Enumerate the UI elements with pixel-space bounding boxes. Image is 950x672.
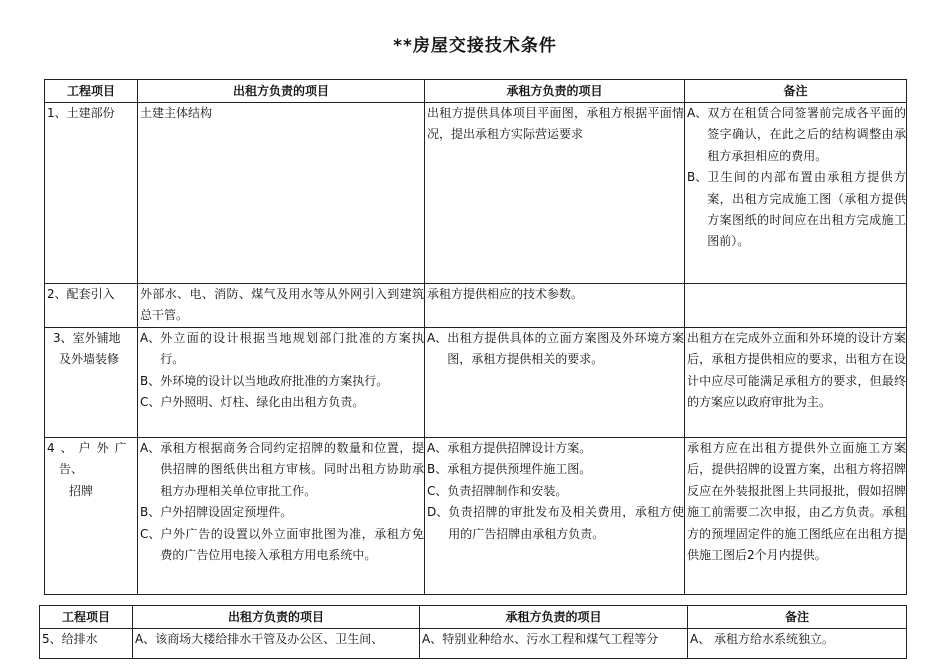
- list-item: [140, 328, 424, 371]
- cell-item: [45, 103, 138, 284]
- list-item: [427, 481, 684, 502]
- lessor-text: 户外招牌设固定预埋件。: [160, 505, 293, 520]
- item-marker: A、: [687, 106, 708, 120]
- item-name: 1、土建部份: [47, 106, 115, 120]
- cell-lessor: [138, 284, 425, 328]
- handover-table: [44, 79, 907, 595]
- item-name: 2、配套引入: [47, 287, 115, 301]
- lessor-text: 土建主体结构: [140, 106, 213, 120]
- item-marker: A、: [140, 331, 161, 345]
- table-row: [45, 103, 907, 284]
- list-item: [687, 103, 906, 167]
- lessor-text: 户外照明、灯柱、绿化由出租方负责。: [160, 395, 365, 410]
- header-item: 工程项目: [45, 80, 138, 103]
- list-item: [140, 392, 424, 413]
- item-name: 招牌: [69, 483, 94, 498]
- cell-lessor: [138, 438, 425, 595]
- table-row: [45, 284, 907, 328]
- header-lessor: 出租方负责的项目: [133, 606, 420, 629]
- list-item: [427, 438, 684, 459]
- cell-item: [45, 438, 138, 595]
- item-marker: D、: [427, 505, 449, 520]
- list-item: [427, 502, 684, 545]
- lessee-text: 承租方提供招牌设计方案。: [447, 441, 592, 455]
- item-marker: B、: [140, 373, 161, 388]
- table-row: [40, 629, 907, 659]
- list-item: [687, 167, 906, 253]
- header-lessor: 出租方负责的项目: [138, 80, 425, 103]
- item-marker: A、: [427, 441, 448, 455]
- cell-lessee: [425, 103, 685, 284]
- table-header-row: [40, 606, 907, 629]
- cell-item: [45, 284, 138, 328]
- item-marker: C、: [140, 526, 161, 541]
- cell-remark: [685, 438, 907, 595]
- list-item: [140, 502, 424, 523]
- item-marker: C、: [427, 483, 448, 498]
- lessee-text: 出租方提供具体项目平面图，承租方根据平面情况，提出承租方实际营运要求: [427, 106, 684, 142]
- cell-lessor: [133, 629, 420, 659]
- list-item: [140, 438, 424, 502]
- lessor-text: 户外广告的设置以外立面审批图为准，承租方免费的广告位用电接入承租方用电系统中。: [160, 526, 424, 563]
- lessee-text: A、特别业种给水、污水工程和煤气工程等分: [422, 632, 659, 646]
- header-remark: 备注: [688, 606, 907, 629]
- list-item: [140, 371, 424, 392]
- item-marker: C、: [140, 395, 161, 410]
- cell-lessee: [425, 438, 685, 595]
- item-name: 3、室外铺地: [53, 331, 121, 345]
- cell-item: [40, 629, 133, 659]
- cell-remark: [685, 103, 907, 284]
- item-marker: A、: [427, 331, 448, 345]
- table-header-row: [45, 80, 907, 103]
- item-marker: B、: [427, 462, 448, 477]
- table-row: [45, 438, 907, 595]
- list-item: [427, 328, 684, 371]
- item-marker: A、: [140, 441, 161, 455]
- document-title: **房屋交接技术条件: [393, 36, 557, 56]
- remark-text: 双方在租赁合同签署前完成各平面的签字确认，在此之后的结构调整由承租方承担相应的费用。: [707, 106, 906, 163]
- remark-text: 承租方应在出租方提供外立面施工方案后，提供招牌的设置方案，出租方将招牌反应在外装报批图上共同报批，假如招牌施工前需要二次申报，由乙方负责。承租方的预埋固定件的施工图纸应在出租方提供施工图后2个月内提供。: [687, 441, 906, 563]
- remark-text: 出租方在完成外立面和外环境的设计方案后，承租方提供相应的要求，出租方在设计中应尽可能满足承租方的要求，但最终的方案应以政府审批为主。: [687, 331, 906, 410]
- table-row: [45, 328, 907, 438]
- lessee-text: 承租方提供预埋件施工图。: [447, 462, 592, 477]
- cell-lessor: [138, 328, 425, 438]
- lessee-text: 负责招牌的审批发布及相关费用，承租方使用的广告招牌由承租方负责。: [448, 505, 684, 541]
- header-remark: 备注: [685, 80, 907, 103]
- item-name: 及外墙装修: [59, 352, 120, 367]
- item-name: 5、给排水: [42, 632, 98, 646]
- lessee-text: 负责招牌制作和安装。: [447, 483, 568, 498]
- lessor-text: 外环境的设计以当地政府批准的方案执行。: [160, 373, 389, 388]
- header-lessee: 承租方负责的项目: [425, 80, 685, 103]
- cell-remark: [685, 284, 907, 328]
- lessor-text: 外部水、电、消防、煤气及用水等从外网引入到建筑总干管。: [140, 287, 424, 323]
- lessor-text: 承租方根据商务合同约定招牌的数量和位置，提供招牌的图纸供出租方审核。同时出租方协助承租方办理相关单位审批工作。: [160, 441, 424, 498]
- list-item: [427, 459, 684, 480]
- handover-table-continued: [39, 605, 907, 659]
- lessee-text: 出租方提供具体的立面方案图及外环境方案图，承租方提供相关的要求。: [447, 331, 684, 367]
- header-lessee: 承租方负责的项目: [420, 606, 688, 629]
- header-item: 工程项目: [40, 606, 133, 629]
- lessee-text: 承租方提供相应的技术参数。: [427, 287, 584, 301]
- cell-remark: [688, 629, 907, 659]
- item-marker: B、: [687, 170, 708, 185]
- remark-text: 卫生间的内部布置由承租方提供方案，出租方完成施工图（承租方提供方案图纸的时间应在出租方完成施工图前）。: [707, 170, 906, 249]
- lessor-text: 外立面的设计根据当地规划部门批准的方案执行。: [160, 331, 424, 367]
- cell-remark: [685, 328, 907, 438]
- cell-lessor: [138, 103, 425, 284]
- item-name: 告、: [59, 462, 84, 477]
- item-name: 4、户外广: [47, 441, 133, 455]
- cell-item: [45, 328, 138, 438]
- item-marker: B、: [140, 505, 161, 520]
- cell-lessee: [420, 629, 688, 659]
- list-item: [140, 524, 424, 567]
- remark-text: A、 承租方给水系统独立。: [690, 632, 835, 646]
- cell-lessee: [425, 328, 685, 438]
- lessor-text: A、该商场大楼给排水干管及办公区、卫生间、: [135, 632, 384, 646]
- cell-lessee: [425, 284, 685, 328]
